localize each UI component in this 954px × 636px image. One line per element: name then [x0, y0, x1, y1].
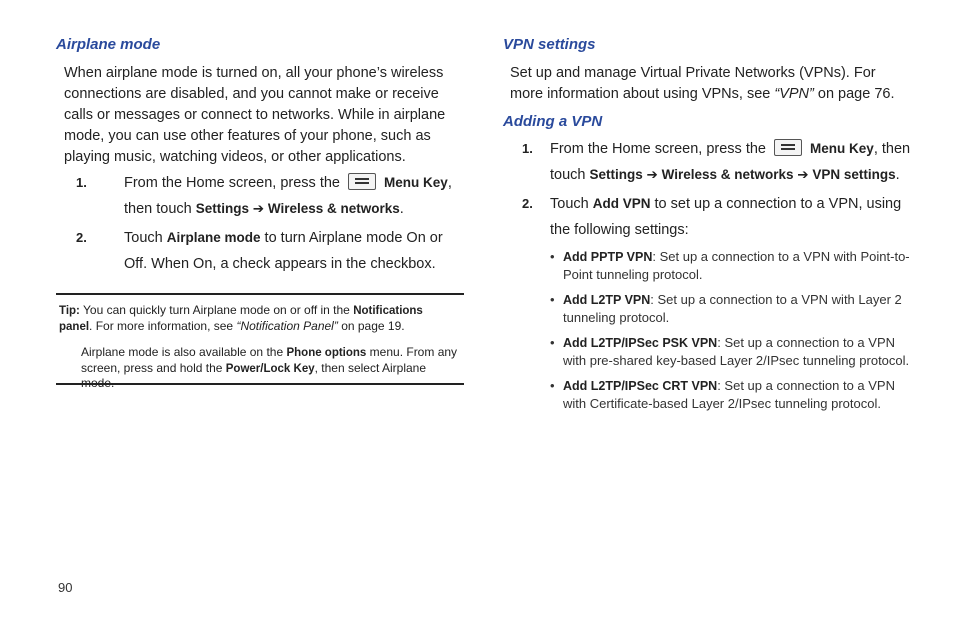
- phone-options-label: Phone options: [286, 347, 367, 359]
- menu-key-icon: [774, 139, 802, 156]
- bullet-term: Add L2TP/IPSec CRT VPN: [563, 379, 718, 393]
- intro-text: on page 76.: [817, 86, 895, 102]
- step-text: From the Home screen, press the: [550, 141, 766, 157]
- section-heading-adding-vpn: Adding a VPN: [503, 113, 603, 130]
- power-lock-key-label: Power/Lock Key: [225, 362, 315, 375]
- step-text: Touch: [550, 196, 589, 212]
- tip-paragraph-2: [81, 345, 461, 391]
- page-number: 90: [58, 580, 73, 595]
- bullet-icon: •: [550, 249, 555, 264]
- bullet-term: Add L2TP VPN: [563, 293, 651, 307]
- tip-box: [56, 293, 464, 390]
- bullet-term: Add PPTP VPN: [563, 250, 653, 264]
- tip-text: , then select Airplane mode.: [81, 360, 427, 390]
- step-text: , then touch: [124, 175, 452, 217]
- notifications-panel-label: Notifications panel: [59, 305, 423, 333]
- tip-text: You can quickly turn Airplane mode on or off in the: [83, 303, 350, 317]
- step-text: to set up a connection to a VPN, using the following settings:: [550, 196, 902, 238]
- step-text: .: [399, 201, 404, 217]
- menu-key-label: Menu Key: [384, 175, 448, 190]
- bullet-icon: •: [550, 292, 555, 307]
- bullet-desc: : Set up a connection to a VPN with Certificate-based Layer 2/IPsec tunneling protocol.: [563, 378, 895, 411]
- tip-text: menu. From any screen, press and hold the: [81, 345, 458, 375]
- step-text: From the Home screen, press the: [124, 175, 340, 191]
- tip-text: . For more information, see: [89, 318, 234, 333]
- step-number: 1.: [76, 175, 87, 190]
- tip-label: Tip:: [59, 305, 80, 317]
- bullet-desc: : Set up a connection to a VPN with pre-shared key-based Layer 2/IPsec tunneling protocol.: [563, 335, 910, 368]
- settings-path: Settings ➔ Wireless & networks: [195, 201, 400, 216]
- bullet-icon: •: [550, 378, 555, 393]
- tip-text: Airplane mode is also available on the: [81, 345, 284, 359]
- airplane-intro-paragraph: When airplane mode is turned on, all your phone’s wireless connections are disabled, and you cannot make or receive calls or messages or connect to networks. While in airplane mode, you can use other features of your phone, such as playing music, watching videos, or other applications.: [64, 65, 446, 165]
- step-text: Touch: [124, 230, 163, 246]
- vpn-intro-paragraph: [510, 63, 910, 105]
- bullet-desc: : Set up a connection to a VPN with Point-to-Point tunneling protocol.: [563, 249, 910, 282]
- step-text: to turn Airplane mode On or Off. When On, a check appears in the checkbox.: [124, 230, 443, 272]
- menu-key-label: Menu Key: [810, 141, 874, 156]
- step-number: 2.: [522, 196, 533, 211]
- airplane-mode-label: Airplane mode: [166, 230, 261, 245]
- step-number: 2.: [76, 230, 87, 245]
- vpn-reference: “VPN”: [774, 86, 814, 102]
- step-number: 1.: [522, 141, 533, 156]
- menu-key-icon: [348, 173, 376, 190]
- section-heading-airplane-mode: Airplane mode: [56, 36, 161, 53]
- intro-text: Set up and manage Virtual Private Networks (VPNs). For more information about using VPNs, see: [510, 65, 876, 102]
- tip-text: on page 19.: [341, 318, 405, 333]
- notification-panel-reference: “Notification Panel”: [236, 318, 338, 333]
- settings-path: Settings ➔ Wireless & networks ➔ VPN settings: [589, 167, 896, 182]
- bullet-desc: : Set up a connection to a VPN with Layer 2 tunneling protocol.: [563, 292, 902, 325]
- tip-paragraph-1: [59, 303, 459, 334]
- add-vpn-label: Add VPN: [592, 196, 651, 211]
- bullet-term: Add L2TP/IPSec PSK VPN: [563, 336, 718, 350]
- bullet-icon: •: [550, 335, 555, 350]
- step-text: , then touch: [550, 141, 911, 183]
- step-text: .: [895, 167, 900, 183]
- section-heading-vpn-settings: VPN settings: [503, 36, 596, 53]
